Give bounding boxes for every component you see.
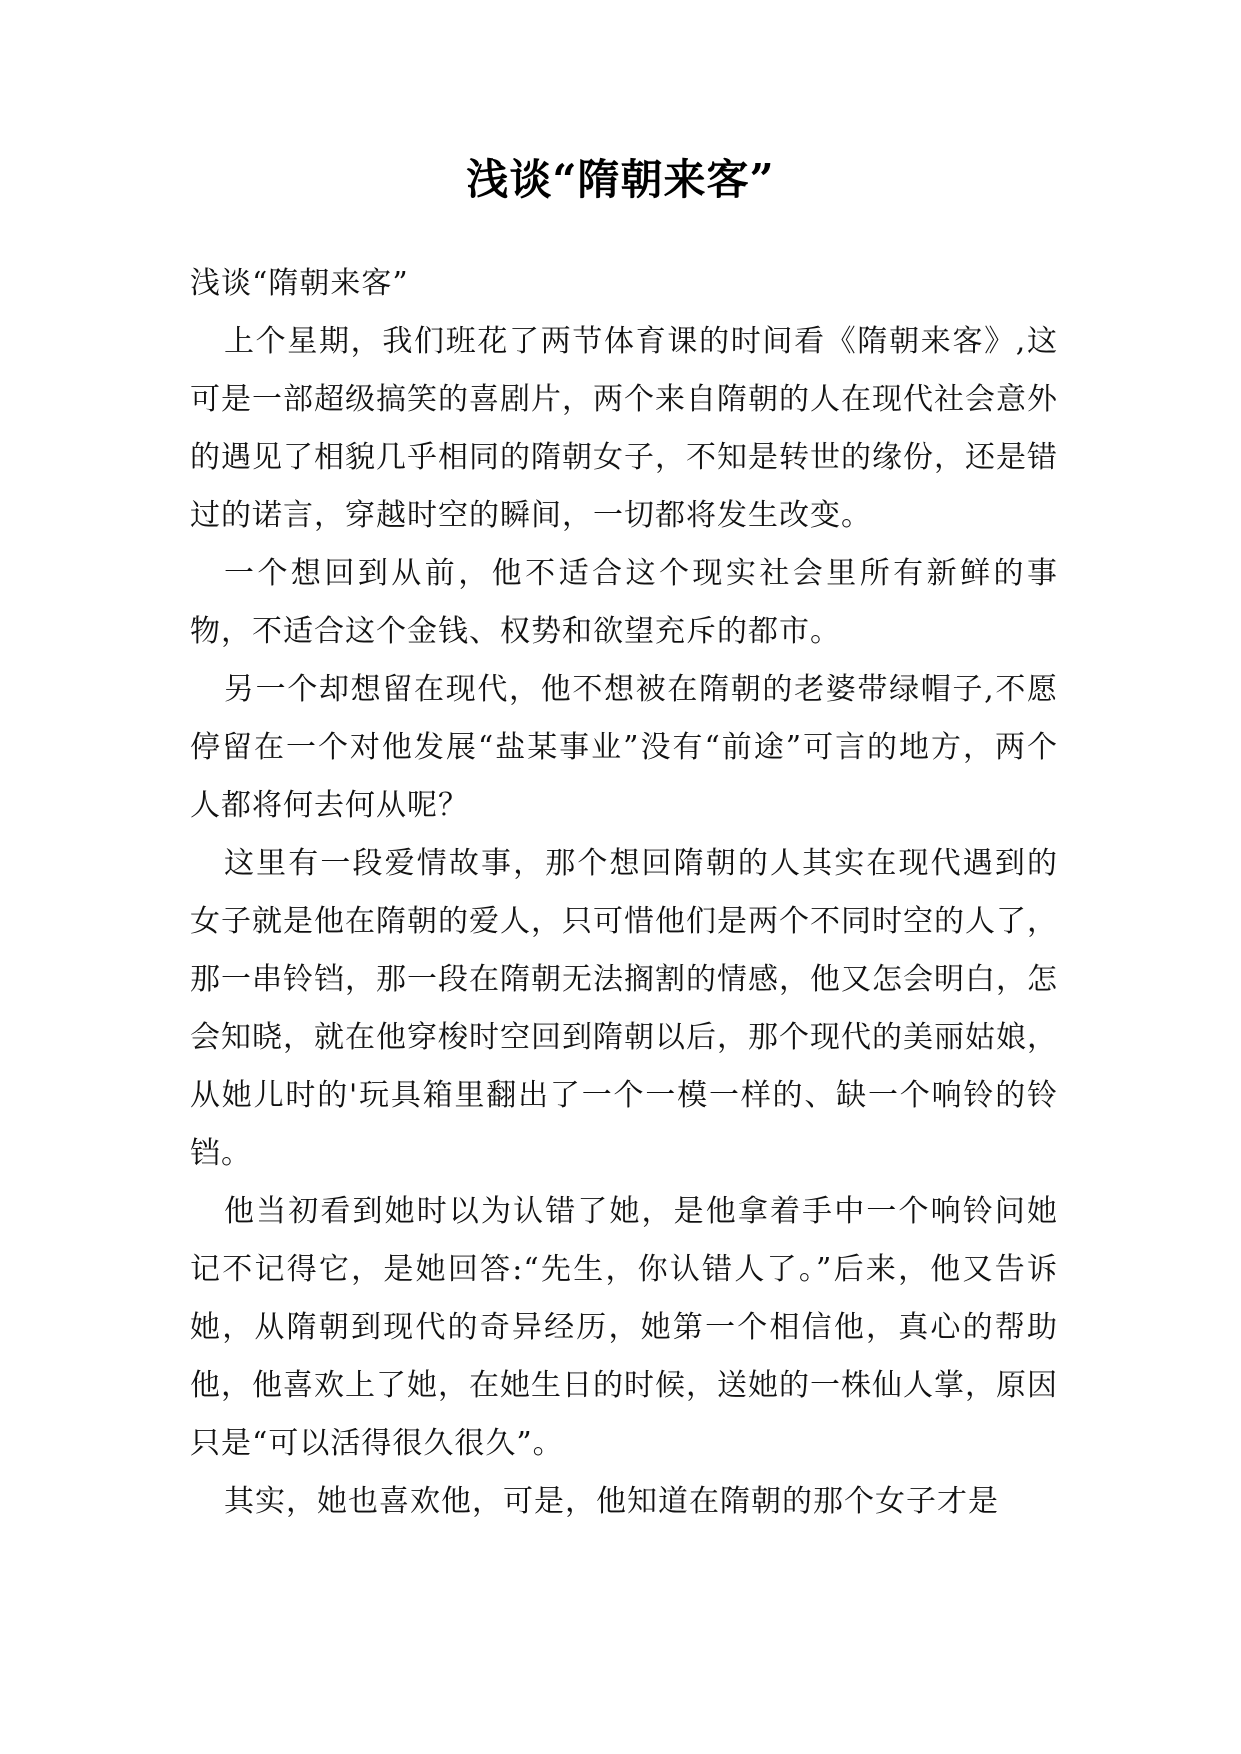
document-title: 浅谈“隋朝来客”	[466, 155, 775, 204]
paragraph-2: 一个想回到从前，他不适合这个现实社会里所有新鲜的事物，不适合这个金钱、权势和欲望充斥的都市。	[190, 556, 1058, 649]
paragraph-1: 上个星期，我们班花了两节体育课的时间看《隋朝来客》,这可是一部超级搞笑的喜剧片，两个来自隋朝的人在现代社会意外的遇见了相貌几乎相同的隋朝女子，不知是转世的缘份，还是错过的诺言，穿越时空的瞬间，一切都将发生改变。	[190, 324, 1058, 533]
paragraph-6: 其实，她也喜欢他，可是，他知道在隋朝的那个女子才是	[224, 1484, 999, 1519]
document-subtitle: 浅谈“隋朝来客”	[190, 266, 409, 301]
paragraph-4: 这里有一段爱情故事，那个想回隋朝的人其实在现代遇到的女子就是他在隋朝的爱人，只可惜他们是两个不同时空的人了，那一串铃铛，那一段在隋朝无法搁割的情感，他又怎会明白，怎会知晓，就在他穿梭时空回到隋朝以后，那个现代的美丽姑娘，从她儿时的'玩具箱里翻出了一个一模一样的、缺一个响铃的铃铛。	[190, 846, 1058, 1171]
paragraph-3: 另一个却想留在现代，他不想被在隋朝的老婆带绿帽子,不愿停留在一个对他发展“盐某事业”没有“前途”可言的地方，两个人都将何去何从呢？	[190, 672, 1058, 823]
document-body	[190, 255, 1058, 1531]
paragraph-5: 他当初看到她时以为认错了她，是他拿着手中一个响铃问她记不记得它，是她回答:“先生，你认错人了。”后来，他又告诉她，从隋朝到现代的奇异经历，她第一个相信他，真心的帮助他，他喜欢上了她，在她生日的时候，送她的一株仙人掌，原因只是“可以活得很久很久”。	[190, 1194, 1058, 1461]
